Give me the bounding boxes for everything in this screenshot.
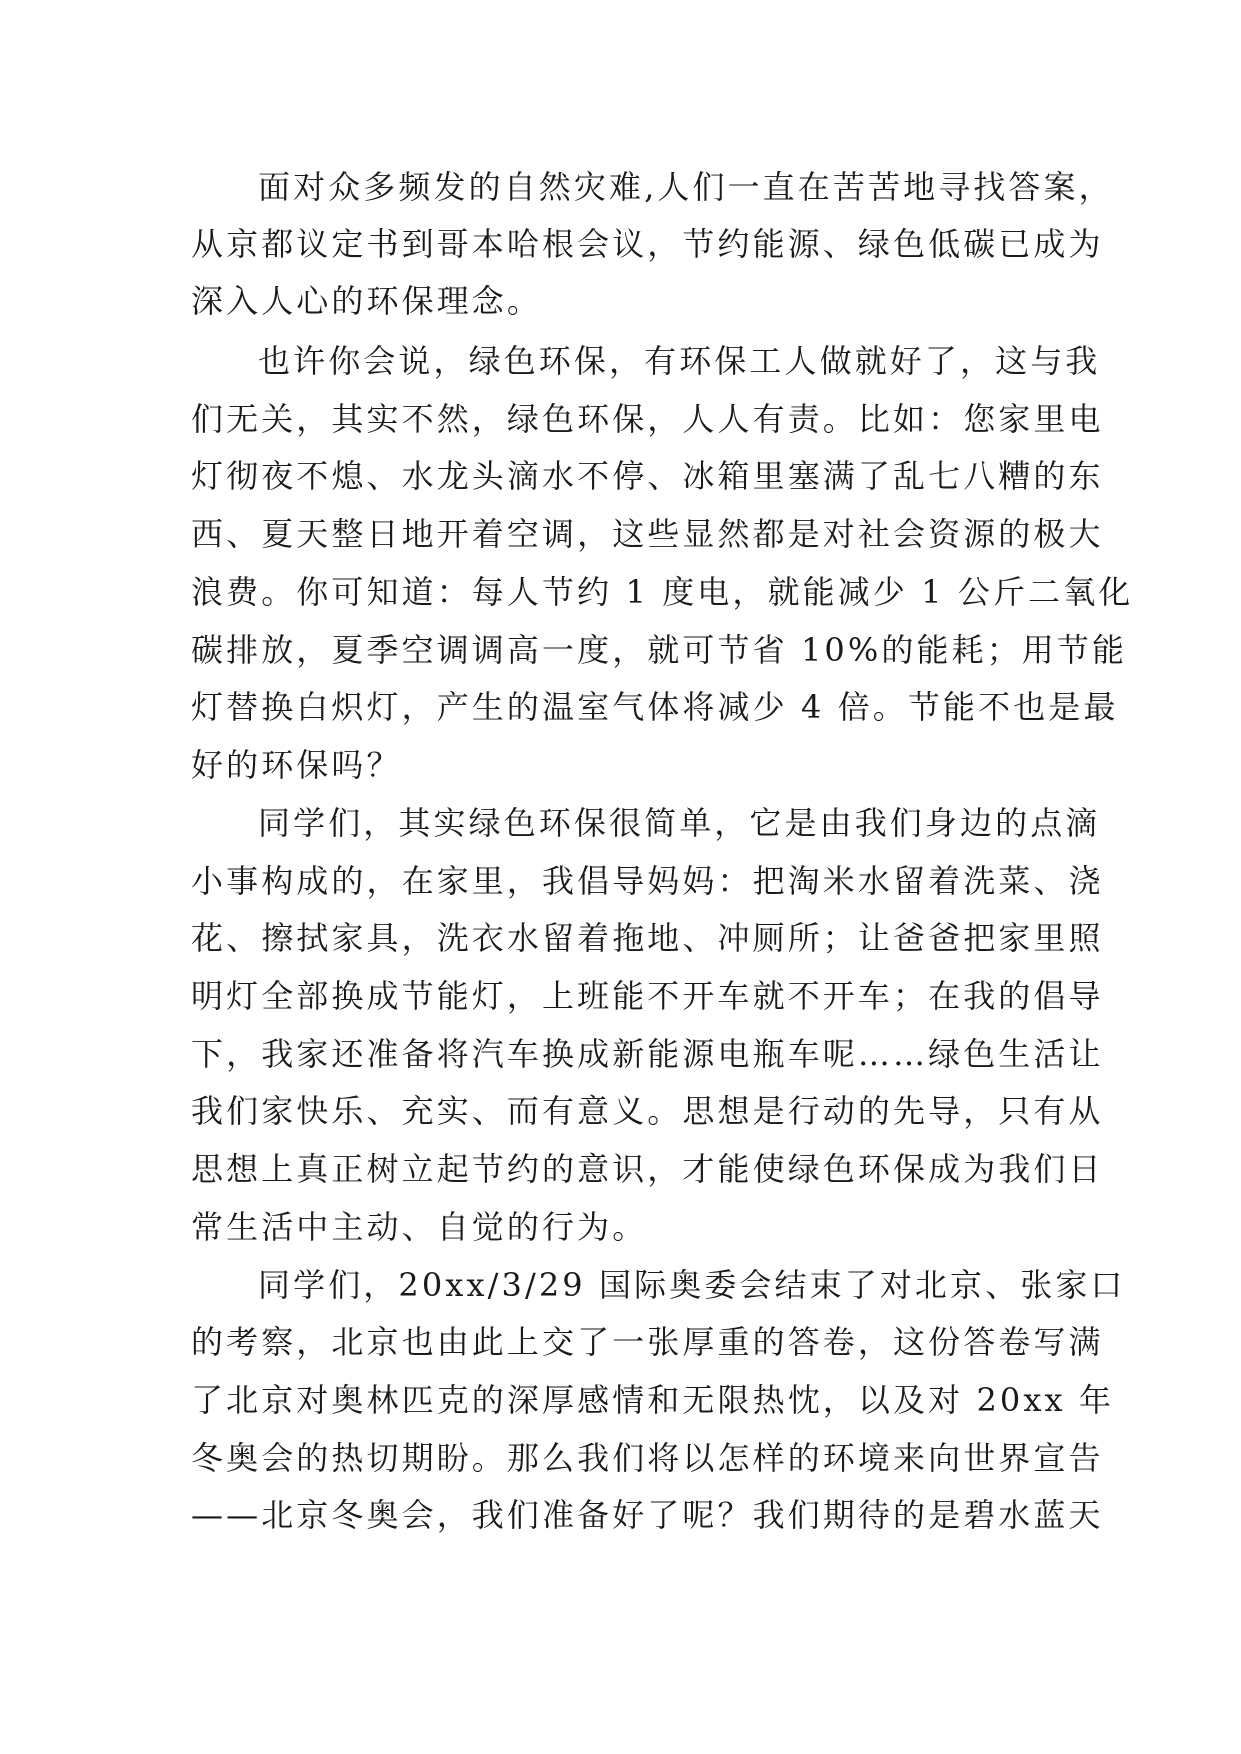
text-line-20: 同学们，20xx/3/29 国际奥委会结束了对北京、张家口 — [258, 1266, 1126, 1304]
text-line-8: 浪费。你可知道：每人节约 1 度电，就能减少 1 公斤二氧化 — [191, 573, 1134, 611]
text-line-24: ——北京冬奥会，我们准备好了呢？我们期待的是碧水蓝天 — [191, 1496, 1104, 1534]
text-line-21: 的考察，北京也由此上交了一张厚重的答卷，这份答卷写满 — [191, 1323, 1104, 1361]
text-line-5: 们无关，其实不然，绿色环保，人人有责。比如：您家里电 — [191, 400, 1104, 438]
text-line-7: 西、夏天整日地开着空调，这些显然都是对社会资源的极大 — [191, 515, 1104, 553]
text-line-17: 我们家快乐、充实、而有意义。思想是行动的先导，只有从 — [191, 1092, 1104, 1130]
text-line-16: 下，我家还准备将汽车换成新能源电瓶车呢……绿色生活让 — [191, 1035, 1104, 1073]
text-line-6: 灯彻夜不熄、水龙头滴水不停、冰箱里塞满了乱七八糟的东 — [191, 457, 1104, 495]
text-line-9: 碳排放，夏季空调调高一度，就可节省 10%的能耗；用节能 — [191, 631, 1128, 669]
text-line-10: 灯替换白炽灯，产生的温室气体将减少 4 倍。节能不也是最 — [191, 688, 1119, 726]
text-line-4: 也许你会说，绿色环保，有环保工人做就好了，这与我 — [258, 342, 1101, 380]
text-line-15: 明灯全部换成节能灯，上班能不开车就不开车；在我的倡导 — [191, 977, 1104, 1015]
text-line-22: 了北京对奥林匹克的深厚感情和无限热忱，以及对 20xx 年 — [191, 1381, 1115, 1419]
text-line-19: 常生活中主动、自觉的行为。 — [191, 1208, 648, 1246]
text-line-13: 小事构成的，在家里，我倡导妈妈：把淘米水留着洗菜、浇 — [191, 862, 1104, 900]
text-line-3: 深入人心的环保理念。 — [191, 282, 543, 320]
text-line-1: 面对众多频发的自然灾难,人们一直在苦苦地寻找答案， — [258, 168, 1114, 206]
text-line-14: 花、擦拭家具，洗衣水留着拖地、冲厕所；让爸爸把家里照 — [191, 919, 1104, 957]
text-line-11: 好的环保吗？ — [191, 746, 402, 784]
text-line-12: 同学们，其实绿色环保很简单，它是由我们身边的点滴 — [258, 804, 1101, 842]
text-line-23: 冬奥会的热切期盼。那么我们将以怎样的环境来向世界宣告 — [191, 1439, 1104, 1477]
text-line-2: 从京都议定书到哥本哈根会议，节约能源、绿色低碳已成为 — [191, 225, 1104, 263]
text-line-18: 思想上真正树立起节约的意识，才能使绿色环保成为我们日 — [191, 1150, 1104, 1188]
